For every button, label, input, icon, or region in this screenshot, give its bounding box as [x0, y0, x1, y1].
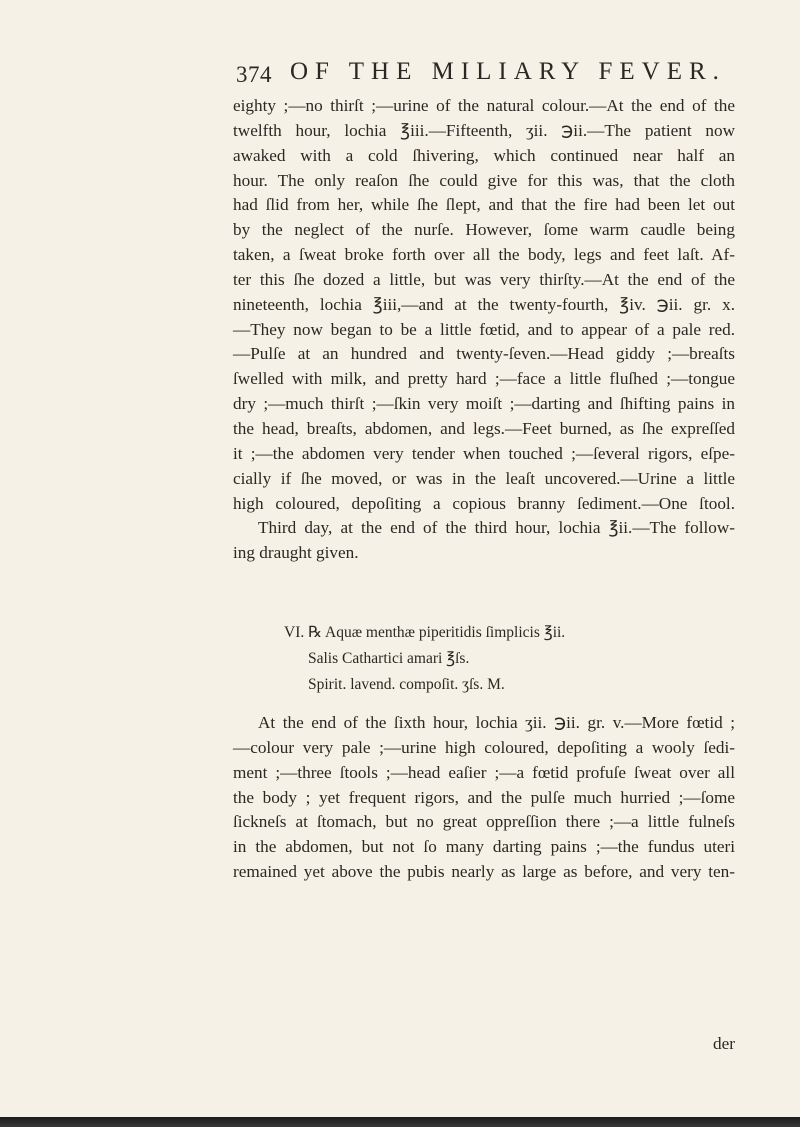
body-text-upper [233, 94, 735, 566]
text-line: it ;—the abdomen very tender when touched ;—ſeveral rigors, eſpe- [233, 443, 735, 463]
catchword: der [713, 1034, 735, 1053]
text-line: ter this ſhe dozed a little, but was very thirſty.—At the end of the [233, 269, 735, 289]
text-line: remained yet above the pubis nearly as large as before, and very ten- [233, 862, 735, 882]
body-text-lower [233, 711, 735, 885]
formula-line: VI. ℞ Aquæ menthæ piperitidis ſimplicis ℥ii. [284, 624, 566, 641]
text-line: had ſlid from her, while ſhe ſlept, and that the fire had been let out [233, 195, 735, 215]
text-line: taken, a ſweat broke forth over all the body, legs and feet laſt. Af- [233, 245, 735, 265]
text-line: —They now began to be a little fœtid, and to appear of a pale red. [233, 319, 735, 339]
text-line: ment ;—three ſtools ;—head eaſier ;—a fœtid profuſe ſweat over all [233, 762, 735, 782]
formula-line: Spirit. lavend. compoſit. ʒſs. M. [308, 676, 505, 693]
text-line: At the end of the ſixth hour, lochia ʒii. ℈ii. gr. v.—More fœtid ; [258, 713, 735, 732]
text-line: by the neglect of the nurſe. However, ſome warm caudle being [233, 220, 735, 240]
text-line: ſickneſs at ſtomach, but no great oppreſſion there ;—a little fulneſs [233, 812, 735, 832]
formula-line: Salis Cathartici amari ℥ſs. [308, 650, 470, 667]
text-line: eighty ;—no thirſt ;—urine of the natural colour.—At the end of the [233, 96, 735, 115]
text-line: —Pulſe at an hundred and twenty-ſeven.—Head giddy ;—breaſts [233, 344, 735, 364]
text-line: dry ;—much thirſt ;—ſkin very moiſt ;—darting and ſhifting pains in [233, 394, 735, 414]
text-line: —colour very pale ;—urine high coloured, depoſiting a wooly ſedi- [233, 737, 735, 757]
page-number: 374 [236, 62, 272, 87]
text-line: awaked with a cold ſhivering, which continued near half an [233, 145, 735, 165]
text-line: cially if ſhe moved, or was in the leaſt uncovered.—Urine a little [233, 468, 735, 488]
text-line: high coloured, depoſiting a copious branny ſediment.—One ſtool. [233, 493, 735, 513]
text-line: twelfth hour, lochia ℥iii.—Fifteenth, ʒii. ℈ii.—The patient now [233, 120, 735, 140]
page-bottom-edge [0, 1117, 800, 1127]
running-head: OF THE MILIARY FEVER. [290, 58, 726, 85]
text-line: ſwelled with milk, and pretty hard ;—face a little fluſhed ;—tongue [233, 369, 735, 389]
text-line: hour. The only reaſon ſhe could give for this was, that the cloth [233, 170, 735, 190]
prescription-formula [284, 620, 565, 698]
text-line: ing draught given. [233, 543, 359, 563]
text-line: in the abdomen, but not ſo many darting pains ;—the fundus uteri [233, 837, 735, 857]
text-line: the head, breaſts, abdomen, and legs.—Feet burned, as ſhe expreſſed [233, 418, 735, 438]
text-line: the body ; yet frequent rigors, and the pulſe much hurried ;—ſome [233, 787, 735, 807]
text-line: nineteenth, lochia ℥iii,—and at the twenty-fourth, ℥iv. ℈ii. gr. x. [233, 294, 735, 314]
text-line: Third day, at the end of the third hour, lochia ℥ii.—The follow- [258, 518, 735, 538]
